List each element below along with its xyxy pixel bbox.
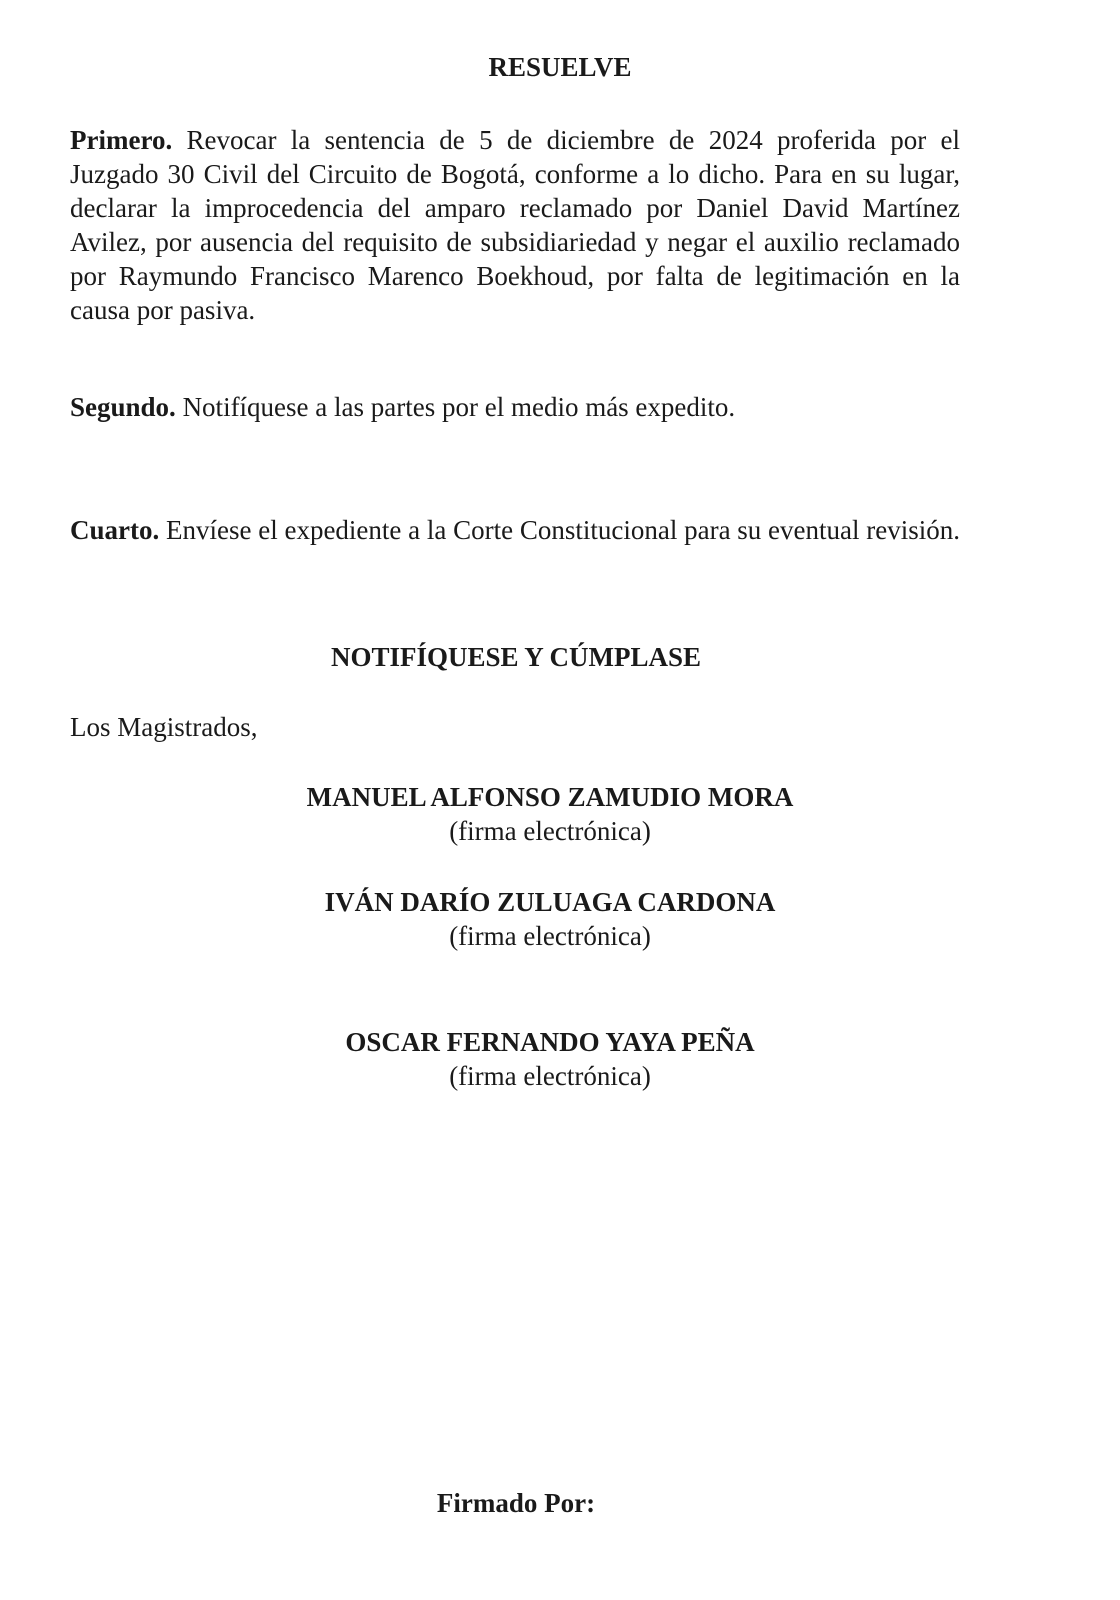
signatory-block <box>0 1025 1110 1093</box>
primero-text: Revocar la sentencia de 5 de diciembre de 2024 proferida por el Juzgado 30 Civil del Circuito de Bogotá, conforme a lo dicho. Para en su lugar, declarar la improcedencia del amparo reclamado por Daniel David Martínez Avilez, por ausencia del requisito de subsidiariedad y negar el auxilio reclamado por Raymundo Francisco Marenco Boekhoud, por falta de legitimación en la causa por pasiva. <box>70 125 961 325</box>
segundo-label: Segundo. <box>70 392 176 422</box>
page-title: RESUELVE <box>488 52 632 82</box>
signatory-note: (firma electrónica) <box>449 1061 651 1091</box>
signatory-note: (firma electrónica) <box>449 921 651 951</box>
segundo-text: Notifíquese a las partes por el medio más expedito. <box>182 392 736 422</box>
signatory-block <box>0 885 1110 953</box>
cuarto-label: Cuarto. <box>70 515 160 545</box>
resolution-cuarto <box>70 513 960 547</box>
signed-by-footer: Firmado Por: <box>436 1488 596 1518</box>
signatory-block <box>0 780 1110 848</box>
signatory-name: OSCAR FERNANDO YAYA PEÑA <box>345 1027 755 1057</box>
signatory-name: IVÁN DARÍO ZULUAGA CARDONA <box>324 887 776 917</box>
closing-formula: NOTIFÍQUESE Y CÚMPLASE <box>330 642 702 672</box>
cuarto-text: Envíese el expediente a la Corte Constitucional para su eventual revisión. <box>166 515 960 545</box>
signatory-note: (firma electrónica) <box>449 816 651 846</box>
signatory-name: MANUEL ALFONSO ZAMUDIO MORA <box>306 782 794 812</box>
resolution-segundo <box>70 390 960 424</box>
primero-label: Primero. <box>70 125 173 155</box>
resolution-primero <box>70 123 960 327</box>
magistrados-label: Los Magistrados, <box>70 712 258 742</box>
